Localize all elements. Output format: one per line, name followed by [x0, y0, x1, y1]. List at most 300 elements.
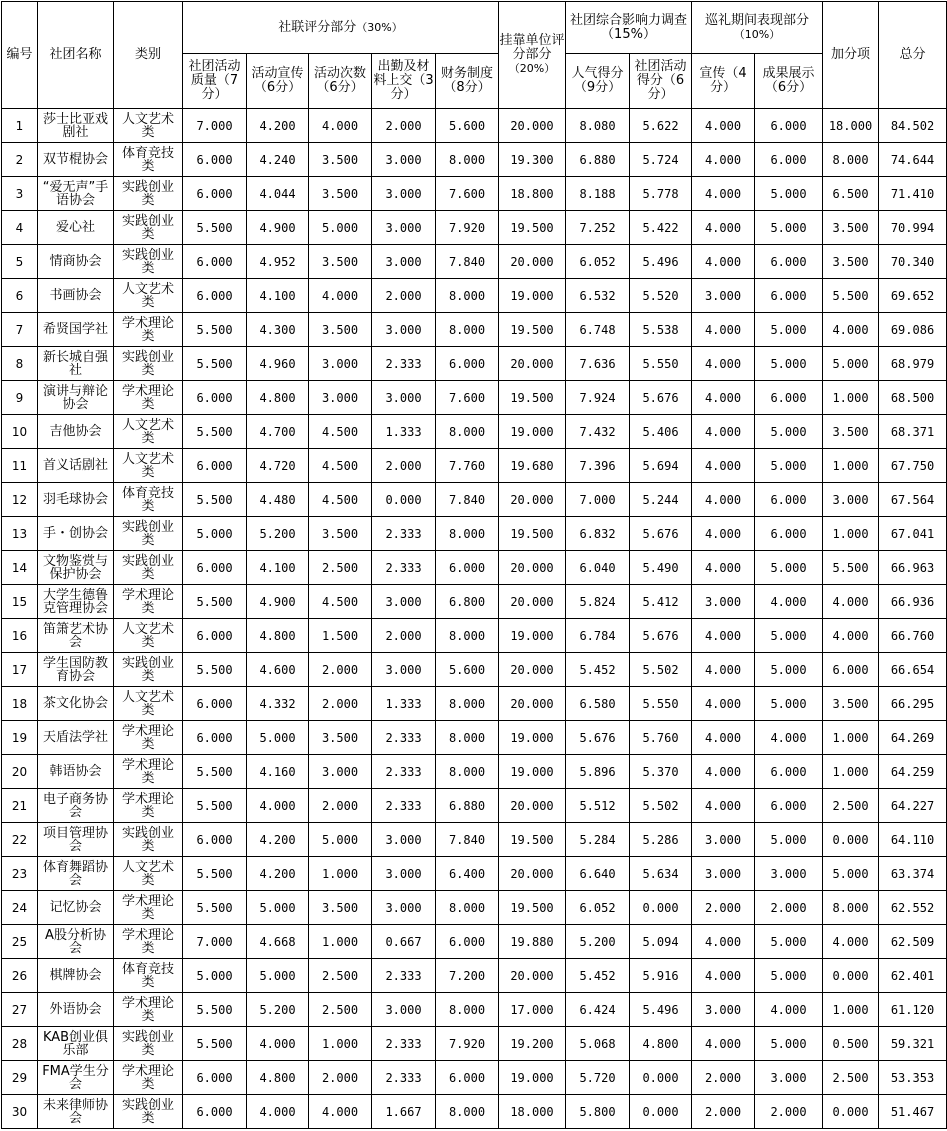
cell-attendance: 2.000: [372, 109, 436, 143]
table-row: [2, 755, 947, 789]
cell-popularity: 6.532: [566, 279, 630, 313]
cell-popularity: 5.824: [566, 585, 630, 619]
cell-quality: 5.500: [183, 1027, 247, 1061]
cell-tour-display: 3.000: [755, 857, 823, 891]
header-host-pct: （20%）: [508, 62, 556, 75]
cell-name-text: 棋牌协会: [49, 968, 102, 983]
cell-activity: 5.676: [630, 619, 692, 653]
cell-activity: 5.676: [630, 381, 692, 415]
cell-total: 64.269: [879, 721, 947, 755]
cell-promo: 4.952: [247, 245, 309, 279]
cell-count: 2.000: [309, 1061, 372, 1095]
cell-name-text: 文物鉴赏与保护协会: [42, 553, 108, 582]
cell-promo: 4.900: [247, 585, 309, 619]
cell-activity: 5.634: [630, 857, 692, 891]
cell-popularity: 5.720: [566, 1061, 630, 1095]
cell-bonus: 4.000: [823, 585, 879, 619]
cell-promo: 4.960: [247, 347, 309, 381]
cell-quality: 7.000: [183, 109, 247, 143]
cell-total: 66.936: [879, 585, 947, 619]
cell-quality: 5.000: [183, 517, 247, 551]
cell-finance: 7.840: [436, 823, 499, 857]
cell-name-text: 天盾法学社: [42, 730, 108, 745]
cell-quality: 6.000: [183, 1061, 247, 1095]
cell-bonus: 4.000: [823, 313, 879, 347]
cell-no: 20: [2, 755, 38, 789]
cell-host: 18.800: [499, 177, 566, 211]
cell-finance: 6.000: [436, 925, 499, 959]
header-league-finance: 财务制度（8分）: [436, 54, 499, 109]
cell-count: 4.500: [309, 415, 372, 449]
cell-name-text: 外语协会: [49, 1002, 102, 1017]
table-row: [2, 823, 947, 857]
header-league-promo: 活动宣传（6分）: [247, 54, 309, 109]
cell-popularity: 5.896: [566, 755, 630, 789]
cell-total: 68.979: [879, 347, 947, 381]
cell-category-text: 实践创业类: [121, 179, 174, 208]
table-row: [2, 177, 947, 211]
cell-no: 17: [2, 653, 38, 687]
cell-tour-promo: 4.000: [692, 687, 755, 721]
cell-bonus: 3.500: [823, 211, 879, 245]
cell-activity: 5.412: [630, 585, 692, 619]
cell-quality: 5.500: [183, 993, 247, 1027]
cell-bonus: 1.000: [823, 993, 879, 1027]
cell-host: 20.000: [499, 687, 566, 721]
cell-no: 22: [2, 823, 38, 857]
cell-promo: 4.668: [247, 925, 309, 959]
cell-bonus: 3.000: [823, 483, 879, 517]
cell-name-text: 情商协会: [49, 254, 102, 269]
cell-attendance: 3.000: [372, 585, 436, 619]
cell-no: 16: [2, 619, 38, 653]
cell-tour-promo: 4.000: [692, 653, 755, 687]
cell-bonus: 3.500: [823, 687, 879, 721]
table-row: [2, 211, 947, 245]
cell-no: 30: [2, 1095, 38, 1129]
header-group-league-title: 社联评分部分: [278, 19, 357, 35]
cell-name: [38, 313, 114, 347]
cell-host: 20.000: [499, 789, 566, 823]
cell-finance: 8.000: [436, 279, 499, 313]
cell-name: [38, 517, 114, 551]
cell-tour-promo: 3.000: [692, 585, 755, 619]
cell-name-text: FMA学生分会: [42, 1063, 109, 1092]
cell-name-text: 记忆协会: [49, 900, 102, 915]
cell-activity: 5.694: [630, 449, 692, 483]
cell-quality: 5.500: [183, 789, 247, 823]
cell-tour-promo: 4.000: [692, 551, 755, 585]
cell-category-text: 学术理论类: [121, 893, 174, 922]
cell-name: [38, 211, 114, 245]
cell-promo: 5.200: [247, 993, 309, 1027]
cell-count: 4.000: [309, 1095, 372, 1129]
cell-total: 51.467: [879, 1095, 947, 1129]
table-row: [2, 925, 947, 959]
cell-tour-promo: 3.000: [692, 857, 755, 891]
cell-popularity: 6.880: [566, 143, 630, 177]
cell-tour-display: 5.000: [755, 211, 823, 245]
cell-activity: 5.490: [630, 551, 692, 585]
cell-total: 61.120: [879, 993, 947, 1027]
cell-tour-promo: 4.000: [692, 143, 755, 177]
cell-attendance: 3.000: [372, 993, 436, 1027]
cell-host: 19.300: [499, 143, 566, 177]
cell-finance: 8.000: [436, 721, 499, 755]
cell-activity: 0.000: [630, 1061, 692, 1095]
cell-category: [114, 245, 183, 279]
cell-tour-promo: 4.000: [692, 517, 755, 551]
cell-tour-display: 5.000: [755, 177, 823, 211]
cell-finance: 7.600: [436, 381, 499, 415]
cell-category: [114, 687, 183, 721]
table-row: [2, 517, 947, 551]
cell-host: 20.000: [499, 483, 566, 517]
table-row: [2, 449, 947, 483]
cell-no: 5: [2, 245, 38, 279]
cell-bonus: 5.000: [823, 347, 879, 381]
cell-count: 2.500: [309, 959, 372, 993]
cell-name: [38, 415, 114, 449]
cell-quality: 5.500: [183, 483, 247, 517]
cell-tour-display: 5.000: [755, 925, 823, 959]
cell-bonus: 0.000: [823, 959, 879, 993]
cell-no: 13: [2, 517, 38, 551]
cell-attendance: 2.333: [372, 1061, 436, 1095]
cell-name: [38, 1027, 114, 1061]
cell-promo: 4.100: [247, 551, 309, 585]
cell-popularity: 7.000: [566, 483, 630, 517]
cell-category: [114, 993, 183, 1027]
cell-no: 18: [2, 687, 38, 721]
table-row: [2, 993, 947, 1027]
cell-name: [38, 347, 114, 381]
table-row: [2, 109, 947, 143]
cell-popularity: 6.640: [566, 857, 630, 891]
cell-finance: 6.000: [436, 551, 499, 585]
cell-activity: 0.000: [630, 891, 692, 925]
cell-popularity: 5.676: [566, 721, 630, 755]
cell-name-text: 未来律师协会: [42, 1097, 108, 1126]
cell-activity: 5.550: [630, 687, 692, 721]
cell-name-text: 莎士比亚戏剧社: [42, 111, 108, 140]
header-bonus: 加分项: [823, 2, 879, 109]
cell-total: 70.340: [879, 245, 947, 279]
cell-promo: 4.800: [247, 619, 309, 653]
cell-host: 19.500: [499, 313, 566, 347]
cell-tour-promo: 4.000: [692, 959, 755, 993]
cell-finance: 6.400: [436, 857, 499, 891]
cell-activity: 5.538: [630, 313, 692, 347]
header-total: 总分: [879, 2, 947, 109]
cell-category-text: 实践创业类: [121, 825, 174, 854]
cell-tour-display: 6.000: [755, 109, 823, 143]
cell-host: 20.000: [499, 585, 566, 619]
cell-bonus: 4.000: [823, 925, 879, 959]
cell-host: 18.000: [499, 1095, 566, 1129]
cell-category: [114, 891, 183, 925]
cell-tour-display: 5.000: [755, 551, 823, 585]
cell-tour-promo: 4.000: [692, 619, 755, 653]
cell-name: [38, 925, 114, 959]
table-row: [2, 857, 947, 891]
cell-category-text: 学术理论类: [121, 927, 174, 956]
cell-name-text: A股分析协会: [45, 927, 106, 956]
cell-finance: 8.000: [436, 687, 499, 721]
cell-total: 69.652: [879, 279, 947, 313]
cell-tour-promo: 4.000: [692, 313, 755, 347]
cell-attendance: 0.000: [372, 483, 436, 517]
cell-no: 26: [2, 959, 38, 993]
table-header: [2, 2, 947, 109]
cell-total: 66.760: [879, 619, 947, 653]
cell-bonus: 8.000: [823, 891, 879, 925]
cell-name: [38, 245, 114, 279]
cell-finance: 8.000: [436, 619, 499, 653]
cell-name: [38, 789, 114, 823]
cell-count: 2.500: [309, 551, 372, 585]
cell-count: 1.000: [309, 1027, 372, 1061]
cell-host: 19.000: [499, 1061, 566, 1095]
cell-popularity: 5.200: [566, 925, 630, 959]
cell-tour-promo: 2.000: [692, 891, 755, 925]
cell-quality: 5.500: [183, 211, 247, 245]
cell-no: 8: [2, 347, 38, 381]
cell-bonus: 1.000: [823, 755, 879, 789]
cell-quality: 6.000: [183, 449, 247, 483]
cell-quality: 5.000: [183, 959, 247, 993]
cell-quality: 5.500: [183, 755, 247, 789]
header-group-league-pct: （30%）: [356, 20, 403, 34]
cell-promo: 4.600: [247, 653, 309, 687]
cell-host: 19.500: [499, 381, 566, 415]
cell-attendance: 2.333: [372, 517, 436, 551]
cell-host: 19.500: [499, 211, 566, 245]
cell-activity: 5.502: [630, 789, 692, 823]
cell-total: 64.227: [879, 789, 947, 823]
cell-count: 1.000: [309, 857, 372, 891]
cell-attendance: 2.333: [372, 551, 436, 585]
cell-tour-promo: 4.000: [692, 721, 755, 755]
cell-tour-promo: 4.000: [692, 789, 755, 823]
cell-category-text: 学术理论类: [121, 1063, 174, 1092]
cell-attendance: 3.000: [372, 891, 436, 925]
cell-total: 67.564: [879, 483, 947, 517]
cell-no: 21: [2, 789, 38, 823]
cell-category: [114, 211, 183, 245]
cell-tour-display: 5.000: [755, 313, 823, 347]
cell-bonus: 1.000: [823, 381, 879, 415]
cell-tour-promo: 4.000: [692, 755, 755, 789]
cell-category-text: 实践创业类: [121, 1097, 174, 1126]
cell-promo: 5.200: [247, 517, 309, 551]
cell-name: [38, 959, 114, 993]
cell-activity: 5.550: [630, 347, 692, 381]
cell-promo: 4.100: [247, 279, 309, 313]
cell-total: 62.509: [879, 925, 947, 959]
cell-tour-promo: 4.000: [692, 177, 755, 211]
cell-attendance: 0.667: [372, 925, 436, 959]
cell-quality: 6.000: [183, 1095, 247, 1129]
cell-host: 20.000: [499, 347, 566, 381]
cell-finance: 8.000: [436, 415, 499, 449]
cell-promo: 5.000: [247, 891, 309, 925]
cell-count: 2.000: [309, 687, 372, 721]
cell-tour-promo: 4.000: [692, 1027, 755, 1061]
cell-promo: 4.332: [247, 687, 309, 721]
cell-count: 2.000: [309, 789, 372, 823]
cell-attendance: 2.333: [372, 959, 436, 993]
cell-category-text: 人文艺术类: [121, 451, 174, 480]
cell-attendance: 3.000: [372, 823, 436, 857]
cell-finance: 5.600: [436, 653, 499, 687]
cell-no: 28: [2, 1027, 38, 1061]
cell-category-text: 学术理论类: [121, 315, 174, 344]
cell-total: 64.110: [879, 823, 947, 857]
cell-total: 68.371: [879, 415, 947, 449]
cell-host: 20.000: [499, 959, 566, 993]
cell-name: [38, 585, 114, 619]
cell-host: 19.880: [499, 925, 566, 959]
cell-promo: 4.700: [247, 415, 309, 449]
cell-category-text: 体育竞技类: [121, 485, 174, 514]
cell-no: 9: [2, 381, 38, 415]
cell-tour-display: 6.000: [755, 245, 823, 279]
cell-tour-display: 5.000: [755, 687, 823, 721]
cell-total: 70.994: [879, 211, 947, 245]
cell-tour-display: 4.000: [755, 585, 823, 619]
cell-count: 1.500: [309, 619, 372, 653]
cell-name: [38, 109, 114, 143]
cell-bonus: 0.000: [823, 1095, 879, 1129]
cell-promo: 4.200: [247, 857, 309, 891]
table-row: [2, 279, 947, 313]
cell-popularity: 5.068: [566, 1027, 630, 1061]
cell-category-text: 人文艺术类: [121, 621, 174, 650]
cell-tour-display: 6.000: [755, 381, 823, 415]
cell-host: 19.500: [499, 823, 566, 857]
cell-category: [114, 653, 183, 687]
cell-tour-display: 6.000: [755, 483, 823, 517]
cell-bonus: 2.500: [823, 1061, 879, 1095]
cell-quality: 6.000: [183, 245, 247, 279]
cell-name-text: 爱心社: [55, 220, 95, 235]
cell-attendance: 2.333: [372, 721, 436, 755]
cell-name: [38, 755, 114, 789]
cell-tour-display: 5.000: [755, 347, 823, 381]
cell-name-text: 吉他协会: [49, 424, 102, 439]
cell-promo: 4.480: [247, 483, 309, 517]
cell-promo: 4.800: [247, 1061, 309, 1095]
cell-tour-display: 6.000: [755, 755, 823, 789]
cell-quality: 5.500: [183, 857, 247, 891]
cell-quality: 6.000: [183, 687, 247, 721]
cell-promo: 4.200: [247, 109, 309, 143]
cell-popularity: 6.784: [566, 619, 630, 653]
cell-host: 20.000: [499, 653, 566, 687]
header-influence-activity: 社团活动得分（6分）: [630, 54, 692, 109]
cell-tour-promo: 3.000: [692, 823, 755, 857]
cell-finance: 8.000: [436, 313, 499, 347]
cell-promo: 4.000: [247, 1027, 309, 1061]
header-category: 类别: [114, 2, 183, 109]
header-tour-display: 成果展示（6分）: [755, 54, 823, 109]
cell-count: 3.500: [309, 891, 372, 925]
cell-quality: 5.500: [183, 891, 247, 925]
cell-category: [114, 585, 183, 619]
cell-category-text: 学术理论类: [121, 757, 174, 786]
cell-total: 62.552: [879, 891, 947, 925]
score-table: [1, 1, 947, 1129]
cell-tour-promo: 4.000: [692, 347, 755, 381]
cell-finance: 8.000: [436, 1095, 499, 1129]
cell-promo: 5.000: [247, 959, 309, 993]
cell-bonus: 0.000: [823, 823, 879, 857]
cell-tour-promo: 4.000: [692, 925, 755, 959]
cell-no: 2: [2, 143, 38, 177]
cell-name-text: 手・创协会: [42, 526, 108, 541]
cell-host: 20.000: [499, 245, 566, 279]
cell-attendance: 2.333: [372, 1027, 436, 1061]
cell-quality: 6.000: [183, 143, 247, 177]
cell-tour-display: 6.000: [755, 789, 823, 823]
cell-name-text: 书画协会: [49, 288, 102, 303]
table-row: [2, 959, 947, 993]
cell-attendance: 1.333: [372, 415, 436, 449]
header-league-attendance: 出勤及材料上交（3分）: [372, 54, 436, 109]
cell-quality: 6.000: [183, 279, 247, 313]
cell-attendance: 2.333: [372, 789, 436, 823]
table-row: [2, 653, 947, 687]
cell-category: [114, 483, 183, 517]
cell-bonus: 5.000: [823, 857, 879, 891]
cell-name: [38, 1095, 114, 1129]
cell-name-text: 新长城自强社: [42, 349, 108, 378]
table-row: [2, 1095, 947, 1129]
cell-finance: 7.200: [436, 959, 499, 993]
cell-category-text: 实践创业类: [121, 655, 174, 684]
cell-category: [114, 279, 183, 313]
cell-category-text: 人文艺术类: [121, 281, 174, 310]
cell-category: [114, 959, 183, 993]
cell-category-text: 学术理论类: [121, 995, 174, 1024]
header-name: 社团名称: [38, 2, 114, 109]
cell-name: [38, 143, 114, 177]
cell-attendance: 3.000: [372, 857, 436, 891]
cell-popularity: 6.580: [566, 687, 630, 721]
cell-category: [114, 857, 183, 891]
cell-finance: 7.840: [436, 483, 499, 517]
cell-bonus: 8.000: [823, 143, 879, 177]
cell-category: [114, 1027, 183, 1061]
cell-bonus: 3.500: [823, 415, 879, 449]
cell-attendance: 2.000: [372, 279, 436, 313]
cell-no: 25: [2, 925, 38, 959]
table-row: [2, 789, 947, 823]
cell-bonus: 6.000: [823, 653, 879, 687]
header-tour-promo: 宣传（4分）: [692, 54, 755, 109]
cell-activity: 5.502: [630, 653, 692, 687]
cell-tour-promo: 2.000: [692, 1095, 755, 1129]
cell-count: 3.500: [309, 245, 372, 279]
table-row: [2, 483, 947, 517]
cell-popularity: 6.040: [566, 551, 630, 585]
cell-count: 3.000: [309, 347, 372, 381]
header-group-tour-pct: （10%）: [733, 27, 781, 41]
cell-attendance: 3.000: [372, 211, 436, 245]
cell-name-text: 笛箫艺术协会: [42, 621, 108, 650]
cell-total: 68.500: [879, 381, 947, 415]
